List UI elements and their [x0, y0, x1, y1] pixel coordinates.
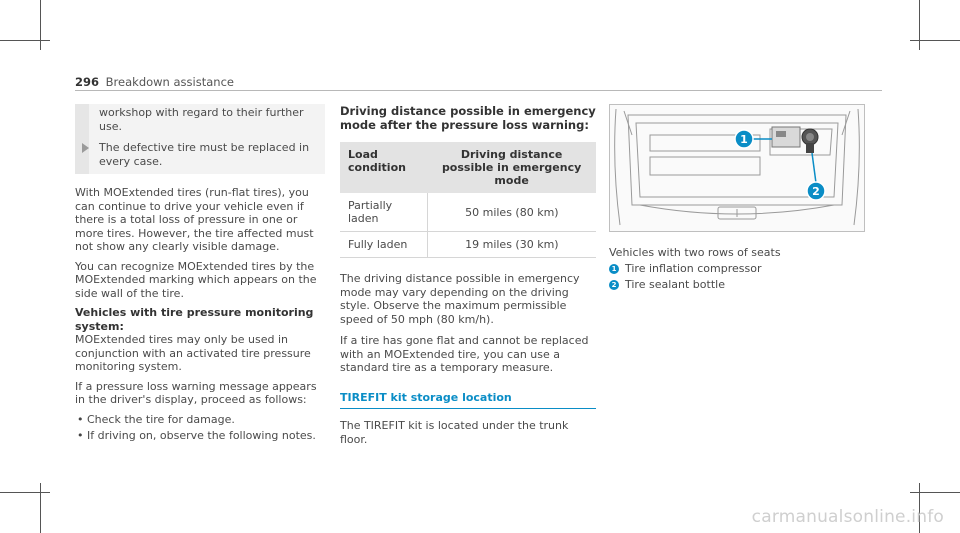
- table-header: Load condition: [340, 142, 427, 193]
- table-cell: Partially laden: [340, 193, 427, 232]
- table-cell: 19 miles (30 km): [427, 232, 596, 258]
- note-text-1: workshop with regard to their further use.: [99, 106, 304, 133]
- paragraph: If a pressure loss warning message appears in the driver's display, proceed as follows:: [75, 379, 317, 406]
- bullet-list: [75, 413, 325, 443]
- table-header: Driving distance possible in emergency mode: [427, 142, 596, 193]
- crop-mark: [40, 0, 41, 50]
- section-heading: Driving distance possible in emergency mode after the pressure loss warning:: [340, 104, 596, 132]
- paragraph: With MOExtended tires (run-flat tires), you can continue to drive your vehicle even if there is a total loss of pressure in one or more tires. However, the tire affected must not show any clearly visible damage.: [75, 186, 314, 253]
- column-middle: [340, 104, 596, 454]
- column-right: [609, 104, 865, 292]
- legend-number-1: 1: [609, 264, 619, 274]
- section-title: TIREFIT kit storage location: [340, 391, 596, 410]
- distance-table: [340, 142, 596, 258]
- table-cell: Fully laden: [340, 232, 427, 258]
- crop-mark: [40, 483, 41, 533]
- callout-2-label: 2: [812, 185, 820, 198]
- legend-item: [609, 262, 865, 276]
- crop-mark: [910, 40, 960, 41]
- trunk-illustration: [610, 105, 864, 231]
- crop-mark: [0, 40, 50, 41]
- list-item: • If driving on, observe the following notes.: [75, 429, 325, 443]
- paragraph: The driving distance possible in emergency mode may vary depending on the driving style. Observe the maximum permissible speed of 50 mph (80 km/h).: [340, 272, 580, 326]
- header-rule: [75, 90, 882, 91]
- trunk-figure: [609, 104, 865, 232]
- crop-mark: [910, 492, 960, 493]
- page-section-title: Breakdown assistance: [105, 75, 234, 89]
- crop-mark: [0, 492, 50, 493]
- table-row: [340, 232, 596, 258]
- column-left: [75, 104, 325, 446]
- note-text-2: The defective tire must be replaced in every case.: [99, 141, 310, 168]
- legend-number-2: 2: [609, 280, 619, 290]
- table-row: [340, 193, 596, 232]
- watermark: carmanualsonline.info: [751, 507, 944, 527]
- paragraph: MOExtended tires may only be used in conjunction with an activated tire pressure monitoring system.: [75, 333, 311, 373]
- arrow-right-icon: [82, 143, 89, 153]
- note-arrow-item: [75, 141, 325, 168]
- paragraph: If a tire has gone flat and cannot be replaced with an MOExtended tire, you can use a standard tire as a temporary measure.: [340, 334, 589, 374]
- legend-text-2: Tire sealant bottle: [625, 278, 725, 291]
- legend-text-1: Tire inflation compressor: [625, 262, 762, 275]
- note-box: [75, 104, 325, 174]
- subheading: Vehicles with tire pressure monitoring system:: [75, 306, 314, 333]
- paragraph: You can recognize MOExtended tires by the MOExtended marking which appears on the side wall of the tire.: [75, 259, 317, 300]
- legend-item: [609, 278, 865, 292]
- page-header: [75, 75, 234, 89]
- page-number: 296: [75, 75, 100, 89]
- list-item: • Check the tire for damage.: [75, 413, 325, 427]
- callout-1-label: 1: [740, 133, 748, 146]
- table-cell: 50 miles (80 km): [427, 193, 596, 232]
- table-header-row: [340, 142, 596, 193]
- paragraph: The TIREFIT kit is located under the trunk floor.: [340, 419, 569, 446]
- crop-mark: [919, 0, 920, 50]
- figure-caption: Vehicles with two rows of seats: [609, 246, 781, 259]
